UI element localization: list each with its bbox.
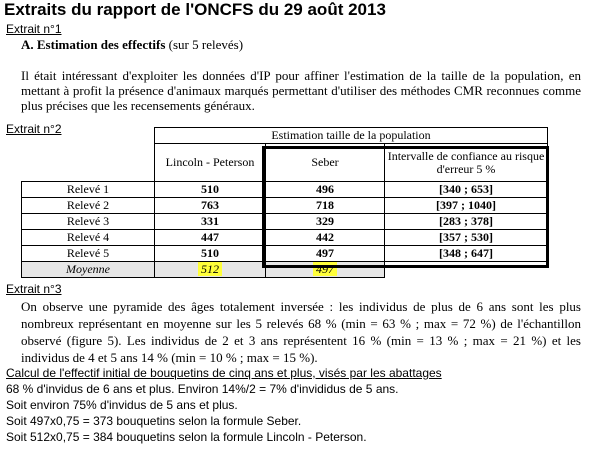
column-header-lincoln: Lincoln - Peterson xyxy=(155,144,266,182)
row-label: Relevé 4 xyxy=(22,230,155,246)
row-label: Relevé 5 xyxy=(22,246,155,262)
cell-ci: [348 ; 647] xyxy=(385,246,548,262)
table-corner xyxy=(22,128,155,144)
calcul-line: Soit 497x0,75 = 373 bouquetins selon la formule Seber. xyxy=(6,414,302,428)
row-label: Relevé 3 xyxy=(22,214,155,230)
table-column-header-row xyxy=(22,144,548,182)
table-row xyxy=(22,214,548,230)
mean-seber: 497 xyxy=(313,262,337,276)
cell-seber: 329 xyxy=(266,214,385,230)
section-heading-main: A. Estimation des effectifs xyxy=(21,37,166,52)
extrait-1-label: Extrait n°1 xyxy=(6,22,62,36)
cell-seber: 442 xyxy=(266,230,385,246)
table-row xyxy=(22,246,548,262)
table-corner xyxy=(22,144,155,182)
cell-lincoln: 510 xyxy=(155,182,266,198)
table-group-header-row xyxy=(22,128,548,144)
cell-lincoln: 331 xyxy=(155,214,266,230)
mean-label: Moyenne xyxy=(22,262,155,278)
population-table xyxy=(21,127,548,278)
extrait-3-paragraph: On observe une pyramide des âges totalement inversée : les individus de plus de 6 ans sont les plus nombreux représentant en moyenne sur les 5 relevés 68 % (min = 63 % ; max = 72 %) de l'échantillon observé (figure 5). Les individus de 2 et 3 ans représentent 16 % (min = 13 % ; max = 21 %) et les individus de 4 et 5 ans 14 % (min = 10 % ; max = 15 %). xyxy=(21,299,581,365)
cell-seber: 497 xyxy=(266,246,385,262)
section-heading-suffix: (sur 5 relevés) xyxy=(165,37,244,52)
calcul-title: Calcul de l'effectif initial de bouquetins de cinq ans et plus, visés par les abattages xyxy=(6,366,442,380)
cell-seber: 718 xyxy=(266,198,385,214)
table-row xyxy=(22,182,548,198)
cell-ci: [283 ; 378] xyxy=(385,214,548,230)
calcul-line: 68 % d'invidus de 6 ans et plus. Environ 14%/2 = 7% d'invididus de 5 ans. xyxy=(6,382,399,396)
table-row xyxy=(22,198,548,214)
page-title: Extraits du rapport de l'ONCFS du 29 août 2013 xyxy=(4,0,386,19)
cell-ci: [340 ; 653] xyxy=(385,182,548,198)
mean-lincoln-cell xyxy=(155,262,266,278)
cell-ci: [357 ; 530] xyxy=(385,230,548,246)
calcul-line: Soit environ 75% d'invidus de 5 ans et plus. xyxy=(6,398,238,412)
extrait-2-label: Extrait n°2 xyxy=(6,122,62,136)
cell-lincoln: 447 xyxy=(155,230,266,246)
cell-lincoln: 510 xyxy=(155,246,266,262)
column-header-ci: Intervalle de confiance au risque d'erreur 5 % xyxy=(385,144,548,182)
section-heading xyxy=(21,37,243,53)
table-row xyxy=(22,230,548,246)
cell-lincoln: 763 xyxy=(155,198,266,214)
extrait-3-label: Extrait n°3 xyxy=(6,282,62,296)
table-row-mean xyxy=(22,262,548,278)
mean-seber-cell xyxy=(266,262,385,278)
mean-lincoln: 512 xyxy=(198,262,222,276)
cell-ci: [397 ; 1040] xyxy=(385,198,548,214)
calcul-line: Soit 512x0,75 = 384 bouquetins selon la formule Lincoln - Peterson. xyxy=(6,430,367,444)
mean-empty-cell xyxy=(385,262,548,278)
column-header-seber: Seber xyxy=(266,144,385,182)
row-label: Relevé 2 xyxy=(22,198,155,214)
table-group-header: Estimation taille de la population xyxy=(155,128,548,144)
row-label: Relevé 1 xyxy=(22,182,155,198)
extrait-1-paragraph: Il était intéressant d'exploiter les données d'IP pour affiner l'estimation de la taille de la population, en mettant à profit la présence d'animaux marqués permettant d'utiliser des méthodes CMR reconnues comme plus précises que les recensements généraux. xyxy=(21,68,581,113)
cell-seber: 496 xyxy=(266,182,385,198)
